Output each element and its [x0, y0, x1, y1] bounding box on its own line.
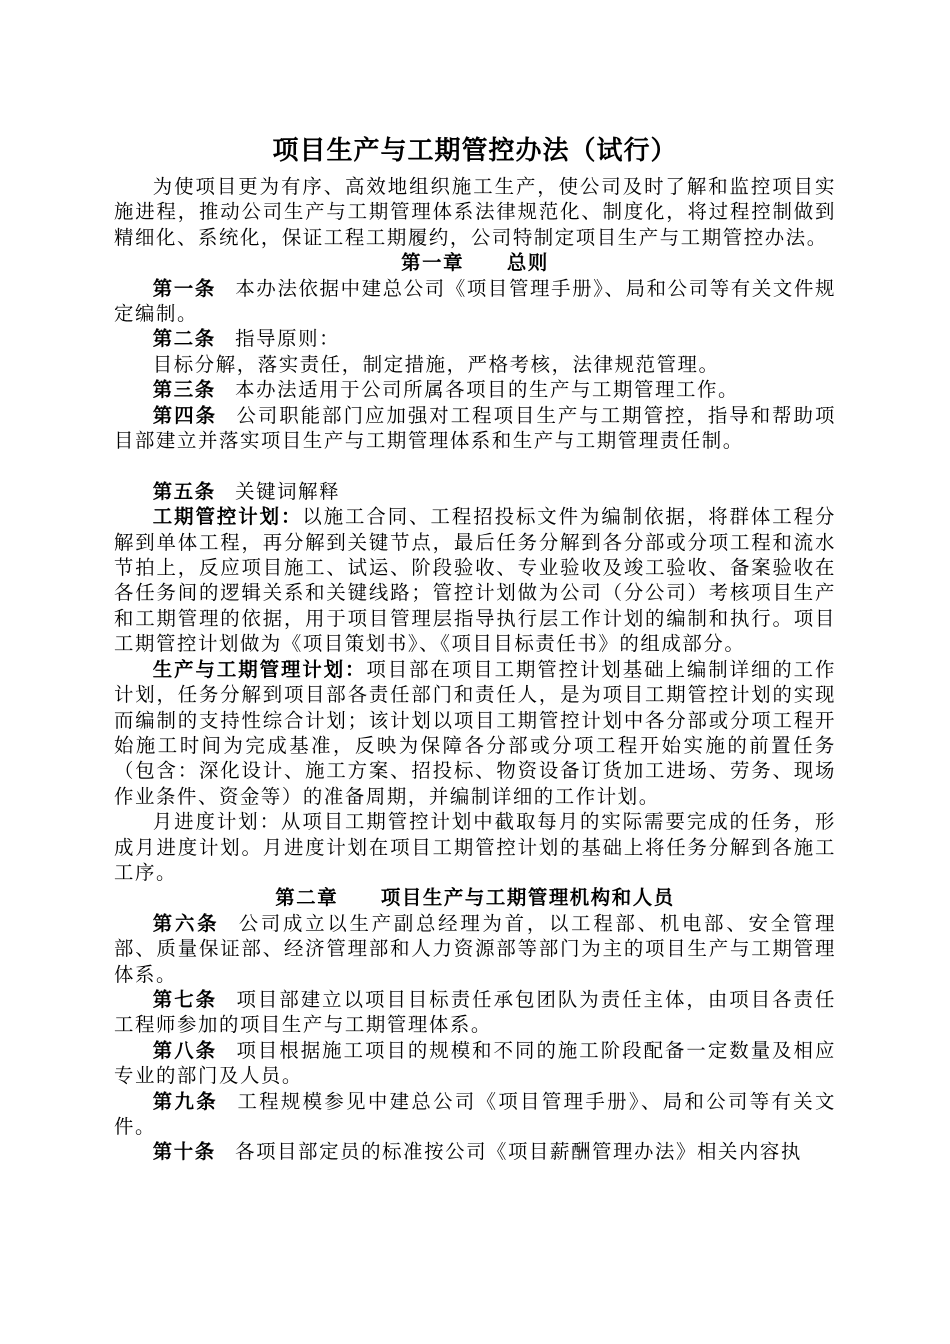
term-1-label: 工期管控计划：	[152, 505, 303, 529]
article-10-label: 第十条	[152, 1140, 216, 1164]
chapter-1-heading	[114, 250, 836, 275]
article-10-text: 各项目部定员的标准按公司《项目薪酬管理办法》相关内容执	[235, 1140, 802, 1164]
article-4	[114, 403, 836, 454]
article-5-label: 第五条	[152, 479, 216, 503]
article-1	[114, 276, 836, 327]
article-1-text: 本办法依据中建总公司《项目管理手册》、局和公司等有关文件规定编制。	[114, 276, 836, 326]
article-7	[114, 987, 836, 1038]
chapter-2-name: 项目生产与工期管理机构和人员	[380, 886, 675, 910]
term-monthly-plan: 月进度计划：从项目工期管控计划中截取每月的实际需要完成的任务，形成月进度计划。月进度计划在项目工期管控计划的基础上将任务分解到各施工工序。	[114, 810, 836, 884]
article-8-label: 第八条	[152, 1038, 218, 1062]
article-10	[114, 1139, 836, 1164]
article-2-label: 第二条	[152, 327, 216, 351]
article-8	[114, 1038, 836, 1089]
document-body	[114, 174, 836, 1165]
article-8-text: 项目根据施工项目的规模和不同的施工阶段配备一定数量及相应专业的部门及人员。	[114, 1038, 836, 1088]
term-schedule-control-plan	[114, 504, 836, 656]
article-9	[114, 1089, 836, 1140]
document-title: 项目生产与工期管控办法（试行）	[272, 136, 678, 166]
blank-line	[114, 453, 836, 478]
article-1-label: 第一条	[152, 276, 216, 300]
term-2-text: 项目部在项目工期管控计划基础上编制详细的工作计划，任务分解到项目部各责任部门和责任人，是为项目工期管控计划的实现而编制的支持性综合计划；该计划以项目工期管控计划中各分部或分项工程开始施工时间为完成基准，反映为保障各分部或分项工程开始实施的前置任务（包含：深化设计、施工方案、招投标、物资设备订货加工进场、劳务、现场作业条件、资金等）的准备周期，并编制详细的工作计划。	[114, 657, 837, 808]
article-3	[114, 377, 836, 402]
chapter-1-name: 总则	[506, 251, 549, 275]
article-5	[114, 479, 836, 504]
chapter-2-number: 第二章	[275, 886, 339, 910]
article-3-label: 第三条	[152, 378, 216, 402]
article-3-text: 本办法适用于公司所属各项目的生产与工期管理工作。	[235, 378, 739, 402]
term-production-schedule-plan	[114, 657, 836, 809]
intro-paragraph: 为使项目更为有序、高效地组织施工生产，使公司及时了解和监控项目实施进程，推动公司生产与工期管理体系法律规范化、制度化，将过程控制做到精细化、系统化，保证工程工期履约，公司特制定项目生产与工期管控办法。	[114, 175, 836, 249]
chapter-1-number: 第一章	[401, 251, 465, 275]
article-6-label: 第六条	[152, 911, 220, 935]
article-5-text: 关键词解释	[235, 479, 341, 503]
article-9-text: 工程规模参见中建总公司《项目管理手册》、局和公司等有关文件。	[114, 1089, 836, 1139]
article-4-label: 第四条	[152, 403, 218, 427]
article-7-text: 项目部建立以项目目标责任承包团队为责任主体，由项目各责任工程师参加的项目生产与工期管理体系。	[114, 987, 836, 1037]
article-2-text: 指导原则：	[235, 327, 341, 351]
term-2-label: 生产与工期管理计划：	[152, 657, 367, 681]
article-4-text: 公司职能部门应加强对工程项目生产与工期管控，指导和帮助项目部建立并落实项目生产与工期管理体系和生产与工期管理责任制。	[114, 403, 836, 453]
article-2	[114, 326, 836, 351]
term-1-text: 以施工合同、工程招投标文件为编制依据，将群体工程分解到单体工程，再分解到关键节点，最后任务分解到各分部或分项工程和流水节拍上，反应项目施工、试运、阶段验收、专业验收及竣工验收、备案验收在各任务间的逻辑关系和关键线路；管控计划做为公司（分公司）考核项目生产和工期管理的依据，用于项目管理层指导执行层工作计划的编制和执行。项目工期管控计划做为《项目策划书》、《项目目标责任书》的组成部分。	[114, 505, 836, 656]
chapter-2-heading	[114, 885, 836, 910]
article-6-text: 公司成立以生产副总经理为首，以工程部、机电部、安全管理部、质量保证部、经济管理部和人力资源部等部门为主的项目生产与工期管理体系。	[114, 911, 836, 986]
article-9-label: 第九条	[152, 1089, 219, 1113]
article-6	[114, 911, 836, 987]
article-2-detail: 目标分解，落实责任，制定措施，严格考核，法律规范管理。	[152, 352, 720, 376]
article-7-label: 第七条	[152, 987, 218, 1011]
